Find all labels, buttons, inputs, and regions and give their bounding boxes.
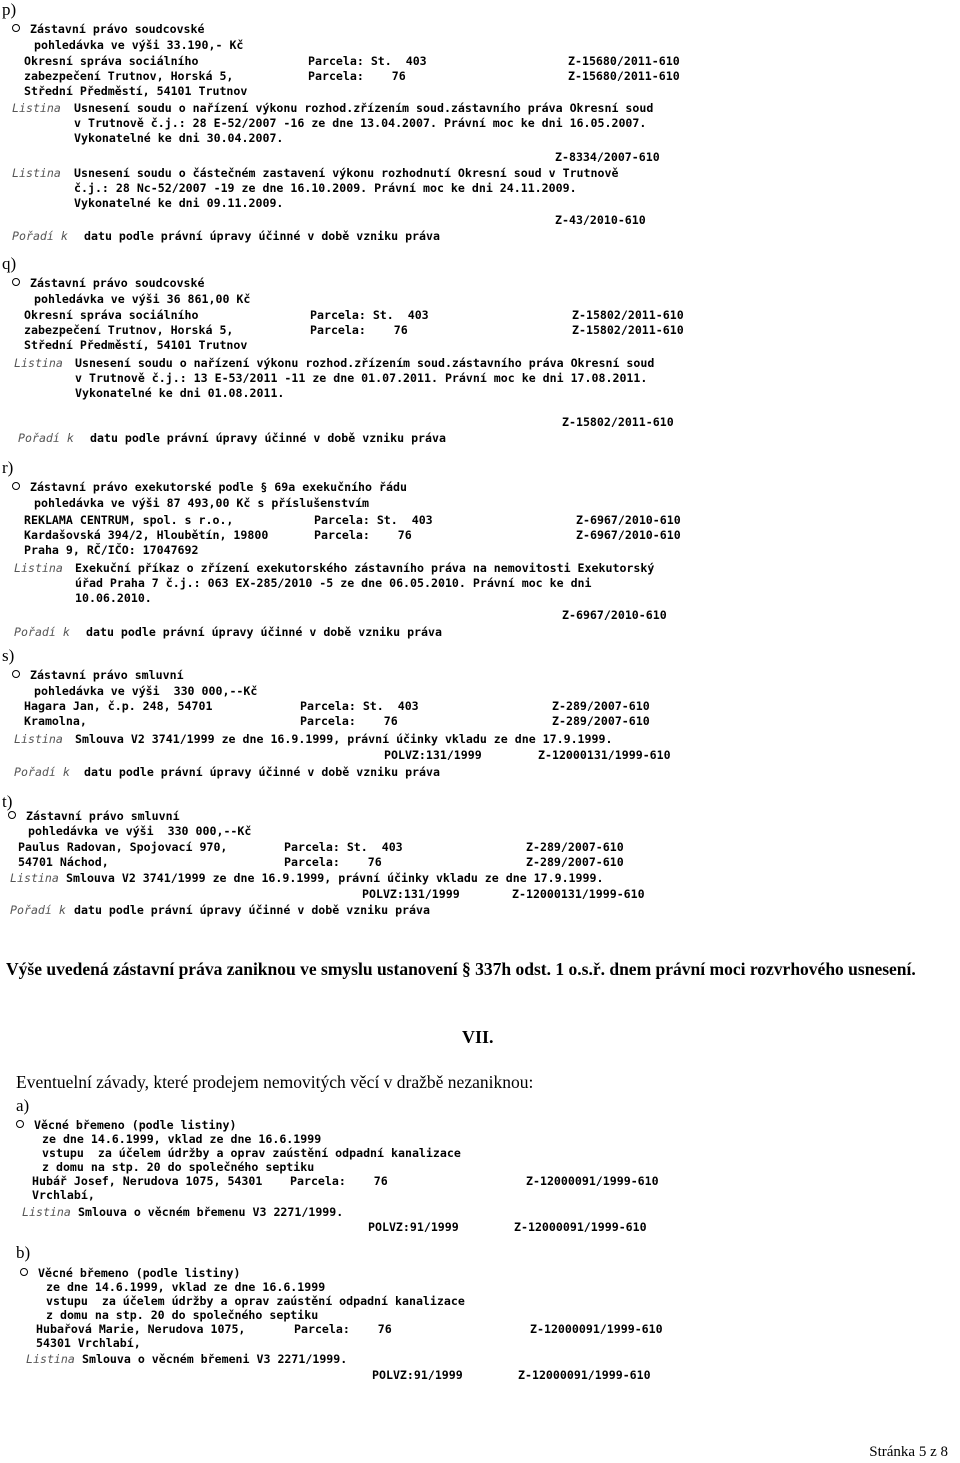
parcel: Parcela: St. 403 — [284, 840, 403, 854]
circle-bullet-icon — [8, 811, 16, 819]
poradi-text: datu podle právní úpravy účinné v době vzniku práva — [74, 903, 430, 917]
parcel: Parcela: 76 — [300, 714, 398, 728]
listina-text: Smlouva o věcném břemeni V3 2271/1999. — [82, 1352, 348, 1366]
reference: Z-12000091/1999-610 — [530, 1322, 663, 1336]
listina-text: Smlouva V2 3741/1999 ze dne 16.9.1999, právní účinky vkladu ze dne 17.9.1999. — [75, 732, 613, 746]
creditor-line: Střední Předměstí, 54101 Trutnov — [24, 338, 248, 352]
poradi-label: Pořadí k — [18, 431, 74, 445]
listina-text: úřad Praha 7 č.j.: 063 EX-285/2010 -5 ze dne 06.05.2010. Právní moc ke dni — [75, 576, 592, 590]
reference: Z-12000131/1999-610 — [538, 748, 671, 762]
lien-type: Zástavní právo soudcovské — [12, 22, 205, 37]
poradi-label: Pořadí k — [10, 903, 66, 917]
reference: Z-15680/2011-610 — [568, 54, 680, 68]
extinction-statement: Výše uvedená zástavní práva zaniknou ve smyslu ustanovení § 337h odst. 1 o.s.ř. dnem právní moci rozvrhového usnesení. — [6, 959, 916, 979]
parcel: Parcela: St. 403 — [310, 308, 429, 322]
listina-text: Usnesení soudu o částečném zastavení výkonu rozhodnutí Okresní soud v Trutnově — [74, 166, 619, 180]
listina-text: Smlouva o věcném břemenu V3 2271/1999. — [78, 1205, 344, 1219]
listina-text: v Trutnově č.j.: 28 E-52/2007 -16 ze dne 13.04.2007. Právní moc ke dni 16.05.2007. — [74, 116, 647, 130]
creditor-line: Hagara Jan, č.p. 248, 54701 — [24, 699, 213, 713]
reference: Z-15802/2011-610 — [572, 323, 684, 337]
listina-text: Smlouva V2 3741/1999 ze dne 16.9.1999, právní účinky vkladu ze dne 17.9.1999. — [66, 871, 604, 885]
parcel: Parcela: St. 403 — [300, 699, 419, 713]
listina-label: Listina — [14, 356, 63, 370]
section-letter: p) — [2, 0, 17, 19]
section-letter: b) — [16, 1243, 31, 1262]
creditor-line: 54701 Náchod, — [18, 855, 109, 869]
reference: Z-8334/2007-610 — [555, 150, 660, 164]
section-letter: r) — [2, 458, 14, 477]
circle-bullet-icon — [12, 670, 20, 678]
reference: Z-12000091/1999-610 — [526, 1174, 659, 1188]
creditor-line: Okresní správa sociálního — [24, 54, 199, 68]
reference: Z-6967/2010-610 — [576, 513, 681, 527]
listina-label: Listina — [26, 1352, 75, 1366]
listina-text: Vykonatelné ke dni 01.08.2011. — [75, 386, 285, 400]
section-letter: a) — [16, 1096, 30, 1115]
encumbrance-line: ze dne 14.6.1999, vklad ze dne 16.6.1999 — [42, 1132, 322, 1146]
circle-bullet-icon — [12, 24, 20, 32]
person-line: Vrchlabí, — [32, 1188, 95, 1202]
amount: pohledávka ve výši 330 000,--Kč — [34, 684, 258, 698]
circle-bullet-icon — [20, 1268, 28, 1276]
parcel: Parcela: St. 403 — [314, 513, 433, 527]
encumbrance-line: vstupu za účelem údržby a oprav zaústění odpadní kanalizace — [46, 1294, 465, 1308]
intro-text: Eventuelní závady, které prodejem nemovitých věcí v dražbě nezaniknou: — [16, 1072, 534, 1092]
listina-text: Vykonatelné ke dni 09.11.2009. — [74, 196, 284, 210]
parcel: Parcela: St. 403 — [308, 54, 427, 68]
lien-type: Zástavní právo smluvní — [12, 668, 184, 683]
creditor-line: zabezpečení Trutnov, Horská 5, — [24, 323, 234, 337]
listina-text: Vykonatelné ke dni 30.04.2007. — [74, 131, 284, 145]
encumbrance-line: z domu na stp. 20 do společného septiku — [42, 1160, 315, 1174]
listina-text: č.j.: 28 Nc-52/2007 -19 ze dne 16.10.2009. Právní moc ke dni 24.11.2009. — [74, 181, 577, 195]
amount: pohledávka ve výši 36 861,00 Kč — [34, 292, 251, 306]
reference: Z-15680/2011-610 — [568, 69, 680, 83]
parcel: Parcela: 76 — [294, 1322, 392, 1336]
listina-text: v Trutnově č.j.: 13 E-53/2011 -11 ze dne 01.07.2011. Právní moc ke dni 17.08.2011. — [75, 371, 648, 385]
creditor-line: Okresní správa sociálního — [24, 308, 199, 322]
amount: pohledávka ve výši 87 493,00 Kč s příslušenstvím — [34, 496, 370, 510]
listina-text: 10.06.2010. — [75, 591, 152, 605]
listina-label: Listina — [14, 732, 63, 746]
section-letter: q) — [2, 254, 17, 273]
parcel: Parcela: 76 — [308, 69, 406, 83]
poradi-text: datu podle právní úpravy účinné v době vzniku práva — [84, 229, 440, 243]
lien-type: Zástavní právo soudcovské — [12, 276, 205, 291]
reference: Z-15802/2011-610 — [562, 415, 674, 429]
amount: pohledávka ve výši 33.190,- Kč — [34, 38, 244, 52]
creditor-line: Kardašovská 394/2, Hloubětín, 19800 — [24, 528, 269, 542]
encumbrance-type: Věcné břemeno (podle listiny) — [16, 1118, 236, 1133]
polvz: POLVZ:91/1999 — [368, 1220, 459, 1234]
reference: Z-6967/2010-610 — [562, 608, 667, 622]
section-letter: t) — [2, 792, 13, 811]
section-letter: s) — [2, 646, 15, 665]
encumbrance-line: vstupu za účelem údržby a oprav zaústění odpadní kanalizace — [42, 1146, 461, 1160]
reference: Z-43/2010-610 — [555, 213, 646, 227]
parcel: Parcela: 76 — [314, 528, 412, 542]
reference: Z-12000091/1999-610 — [518, 1368, 651, 1382]
creditor-line: Paulus Radovan, Spojovací 970, — [18, 840, 228, 854]
listina-text: Usnesení soudu o nařízení výkonu rozhod.zřízením soud.zástavního práva Okresní soud — [75, 356, 655, 370]
reference: Z-12000131/1999-610 — [512, 887, 645, 901]
creditor-line: Kramolna, — [24, 714, 87, 728]
reference: Z-12000091/1999-610 — [514, 1220, 647, 1234]
reference: Z-289/2007-610 — [552, 714, 650, 728]
polvz: POLVZ:91/1999 — [372, 1368, 463, 1382]
encumbrance-type: Věcné břemeno (podle listiny) — [20, 1266, 240, 1281]
parcel: Parcela: 76 — [290, 1174, 388, 1188]
circle-bullet-icon — [12, 278, 20, 286]
creditor-line: REKLAMA CENTRUM, spol. s r.o., — [24, 513, 234, 527]
reference: Z-289/2007-610 — [526, 855, 624, 869]
lien-type: Zástavní právo exekutorské podle § 69a exekučního řádu — [12, 480, 407, 495]
poradi-text: datu podle právní úpravy účinné v době vzniku práva — [86, 625, 442, 639]
creditor-line: zabezpečení Trutnov, Horská 5, — [24, 69, 234, 83]
reference: Z-289/2007-610 — [552, 699, 650, 713]
creditor-line: Střední Předměstí, 54101 Trutnov — [24, 84, 248, 98]
circle-bullet-icon — [16, 1120, 24, 1128]
parcel: Parcela: 76 — [284, 855, 382, 869]
person-line: Hubář Josef, Nerudova 1075, 54301 — [32, 1174, 263, 1188]
poradi-label: Pořadí k — [14, 765, 70, 779]
reference: Z-6967/2010-610 — [576, 528, 681, 542]
listina-label: Listina — [14, 561, 63, 575]
listina-text: Exekuční příkaz o zřízení exekutorského zástavního práva na nemovitosti Exekutorský — [75, 561, 655, 575]
creditor-line: Praha 9, RČ/IČO: 17047692 — [24, 543, 199, 557]
lien-type: Zástavní právo smluvní — [8, 809, 180, 824]
polvz: POLVZ:131/1999 — [384, 748, 482, 762]
poradi-text: datu podle právní úpravy účinné v době vzniku práva — [84, 765, 440, 779]
listina-label: Listina — [22, 1205, 71, 1219]
encumbrance-line: z domu na stp. 20 do společného septiku — [46, 1308, 319, 1322]
poradi-text: datu podle právní úpravy účinné v době vzniku práva — [90, 431, 446, 445]
reference: Z-289/2007-610 — [526, 840, 624, 854]
person-line: 54301 Vrchlabí, — [36, 1336, 141, 1350]
section-heading: VII. — [462, 1027, 494, 1047]
reference: Z-15802/2011-610 — [572, 308, 684, 322]
page-number: Stránka 5 z 8 — [869, 1444, 948, 1460]
listina-label: Listina — [12, 101, 61, 115]
listina-label: Listina — [12, 166, 61, 180]
parcel: Parcela: 76 — [310, 323, 408, 337]
listina-label: Listina — [10, 871, 59, 885]
poradi-label: Pořadí k — [12, 229, 68, 243]
person-line: Hubařová Marie, Nerudova 1075, — [36, 1322, 246, 1336]
listina-text: Usnesení soudu o nařízení výkonu rozhod.zřízením soud.zástavního práva Okresní soud — [74, 101, 654, 115]
encumbrance-line: ze dne 14.6.1999, vklad ze dne 16.6.1999 — [46, 1280, 326, 1294]
circle-bullet-icon — [12, 482, 20, 490]
amount: pohledávka ve výši 330 000,--Kč — [28, 824, 252, 838]
polvz: POLVZ:131/1999 — [362, 887, 460, 901]
poradi-label: Pořadí k — [14, 625, 70, 639]
